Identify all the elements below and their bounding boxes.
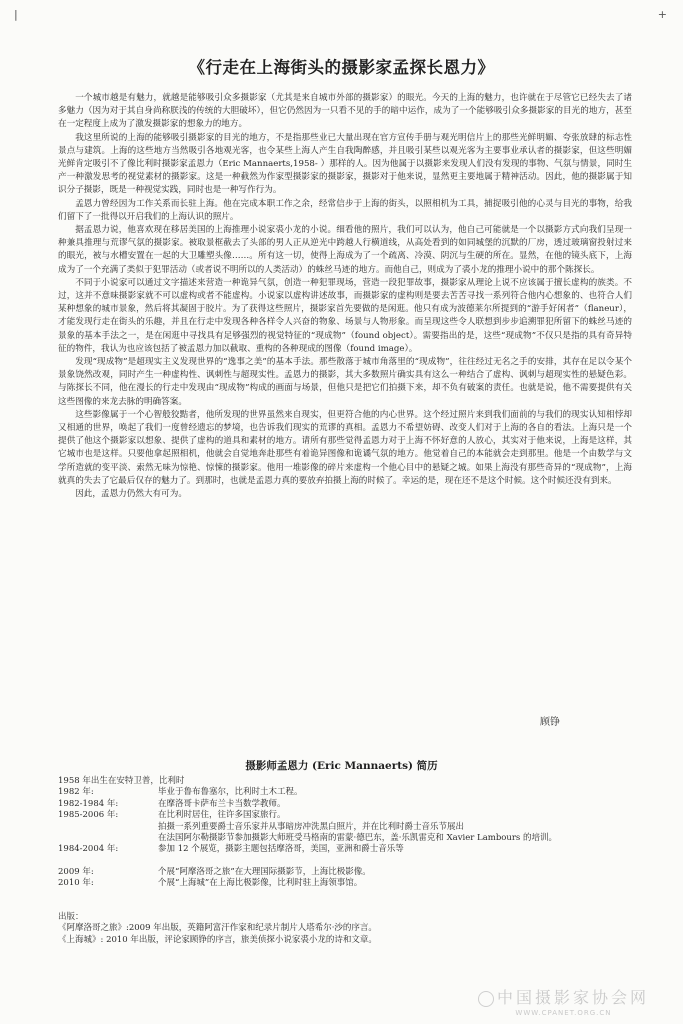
paragraph: 发现“现成物”是超现实主义发现世界的“逸事之美”的基本手法。那些散落于城市角落里的“现成物”，往往经过无名之手的安排，其存在足以令某个景象饶然改观，同时产生一种虚构性、讽刺性与超现实性。孟恩力的摄影，其大多数照片确实具有这么一种结合了虚构、讽刺与超现实性的悬疑色彩。与陈探长不同，他在漫长的行走中发现由“现成物”构成的画面与场景，但他只是把它们拍摄下来，却不负有破案的责任。也就是说，他不需要提供有关这些图像的来龙去脉的明确答案。 [58, 357, 632, 407]
bio-text: 个展“上海城”在上海比极影像，比利时驻上海领事馆。 [158, 878, 363, 889]
bio-row [58, 878, 632, 889]
bio-row [58, 844, 632, 855]
seal-icon [478, 991, 494, 1007]
bio-row [58, 787, 632, 798]
bio-year: 1985-2006 年: [58, 810, 119, 821]
watermark-text: 中国摄影家协会网 [496, 988, 649, 1007]
publication-item: 《上海城》: 2010 年出版，评论家顾铮的序言，旅美侦探小说家裘小龙的诗和文章。 [58, 934, 377, 945]
author-signature: 顾铮 [540, 717, 560, 728]
publication-item: 《阿摩洛哥之旅》:2009 年出版，英籍阿富汗作家和纪录片制片人塔希尔·沙的序言。 [58, 923, 377, 934]
watermark-url: WWW.CPANET.ORG.CN [515, 1009, 612, 1017]
bio-section [58, 776, 632, 890]
paragraph: 这些影像属于一个心智般狡黠者，他所发现的世界虽然来自现实，但更符合他的内心世界。这个经过照片来到我们面前的与我们的现实认知相悖却又相通的世界，唤起了我们一度曾经遗忘的梦境，也告诉我们现实的荒谬的真相。孟恩力不希望妨碍、改变人们对于上海的各自的看法。上海只是一个提供了他这个摄影家以想象、提供了虚构的道具和素材的地方。请所有那些觉得孟恩力对于上海不怀好意的人放心，其实对于他来说，上海是这样，其它城市也是这样。只要他拿起照相机，他就会自觉地奔赴那些有着诡异图像和诡谲气氛的地方。他觉着自己的本能就会走到那里。他是一个由数学与文学所造就的变平淡、索然无味为惊艳、惊悚的摄影家。他用一堆影像的碎片来虚构一个他心目中的悬疑之城。如果上海没有那些奇异的“现成物”，上海就真的失去了它最后仅存的魅力了。到那时，也就是孟恩力真的要放弃拍摄上海的时候了。幸运的是，现在还不是这个时候。这个时候还没有到来。 [58, 409, 632, 486]
bio-year: 2010 年: [58, 878, 94, 889]
bio-row [58, 776, 632, 787]
bio-year [58, 833, 158, 844]
bio-text: 拍摄一系列重要爵士音乐家并从事暗房冲洗黑白照片，并在比利时爵士音乐节展出 [158, 821, 465, 832]
bio-year: 1982 年: [58, 787, 94, 798]
bio-row [58, 799, 632, 810]
paragraph: 不同于小说家可以通过文字描述来营造一种诡异气氛，创造一种犯罪现场，营造一段犯罪故事，摄影家从理论上说不应该属于擅长虚构的族类。不过，这并不意味摄影家就不可以虚构或者不能虚构。小说家以虚构讲述故事，而摄影家的虚构则是要去苦苦寻找一系列符合他内心想象的、也符合人们某种想象的城市景象，然后将其凝固于胶片。为了获得这些照片，摄影家首先要做的是闲逛。他只有成为波德莱尔所提到的“游手好闲者”（flaneur），才能发现行走在街头的乐趣，并且在行走中发现各种各样令人兴奋的物象、场景与人物形象。而呈现这些令人联想到步步追溯罪犯所留下的蛛丝马迹的景象的基本手法之一，是在闲逛中寻找具有足够强烈的视觉特征的“现成物”（found object）。需要指出的是，这些“现成物”不仅只是指的具有奇异特征的物件，我认为也应该包括了被孟恩力加以截取、重构的各种现成的图像（found image）。 [58, 277, 632, 354]
article-body [58, 92, 632, 501]
paragraph: 据孟恩力说，他喜欢现在移居美国的上海推理小说家裘小龙的小说。细看他的照片，我们可以认为，他自己可能就是一个以摄影方式向我们呈现一种兼具推理与荒谬气氛的摄影家。被取景框截去了头部的男人正从逆光中跨越人行横道线，从高处看到的如同城堡的沉默的厂房，透过玻璃窗投射过来的眼光，被与水槽安置在一起的大卫雕塑头像……。所有这一切，使得上海成为了一个疏离、冷漠、阴沉与生硬的所在。显然，在他的镜头底下，上海成为了一个充满了类似于犯罪活动（或者说不明所以的人类活动）的蛛丝马迹的地方。而他自己，则成为了裘小龙的推理小说中的那个陈探长。 [58, 225, 632, 275]
bio-title: 摄影师孟恩力 (Eric Mannaerts) 简历 [245, 760, 438, 772]
bio-text: 毕业于鲁布鲁塞尔，比利时土木工程。 [158, 787, 303, 798]
watermark [478, 985, 649, 1017]
bio-text: 在比利时居住，往许多国家旅行。 [158, 810, 286, 821]
bio-text: 个展“阿摩洛哥之旅”在大理国际摄影节，上海比极影像。 [158, 866, 371, 877]
paragraph: 一个城市越是有魅力，就越是能够吸引众多摄影家（尤其是来自城市外部的摄影家）的眼光。今天的上海的魅力，也许就在于尽管它已经失去了诸多魅力（因为对于其自身尚称朕浅的传统的大胆破坏），但它仍然因为一只看不见的手的暗中运作，成为了一个能够吸引众多摄影家的目光的地方，甚至在一定程度上成为了激发摄影家的想象力的地方。 [58, 93, 632, 130]
bio-year: 2009 年: [58, 866, 94, 877]
bio-year: 1982-1984 年: [58, 798, 119, 809]
bio-year: 1984-2004 年: [58, 844, 119, 855]
bio-spacer [58, 856, 632, 867]
bio-row [58, 833, 632, 844]
bio-year [58, 822, 158, 833]
bio-row [58, 867, 632, 878]
bio-year: 1958 年出生在安特卫普，比利时 [58, 776, 185, 786]
paragraph: 孟恩力曾经因为工作关系而长驻上海。他在完成本职工作之余，经常信步于上海的街头，以照相机为工具，捕捉吸引他的心灵与目光的事物，给我们留下了一批得以开启我们的上海认识的照片。 [58, 198, 632, 222]
bio-text: 在摩洛哥卡萨布兰卡当数学教师。 [158, 798, 286, 809]
publications-heading: 出版： [58, 912, 84, 922]
crop-mark-right: + [657, 8, 667, 21]
bio-text: 参加 12 个展览，摄影主题包括摩洛哥，美国，亚洲和爵士音乐等 [158, 844, 404, 855]
bio-text: 在法国阿尔勒摄影节参加摄影大师班受马格南的雷蒙·德巴东，盖·乐凯雷克和 Xavier Lambours 的培训。 [158, 833, 557, 844]
crop-mark-left: | [14, 8, 18, 21]
paragraph: 因此，孟恩力仍然大有可为。 [75, 489, 187, 500]
publications-section [58, 912, 632, 946]
bio-row [58, 810, 632, 821]
bio-row [58, 822, 632, 833]
paragraph: 我这里所说的上海的能够吸引摄影家的目光的地方，不是指那些业已大量出现在官方宣传手册与观光明信片上的那些光鲜明媚、夸张放肆的标志性景点与建筑。上海的这些地方当然吸引各地观光客，也令某些上海人产生自我陶醉感，并且吸引某些以观光客为主要事业承认者的摄影家，但这些明媚光鲜肯定吸引不了像比利时摄影家孟恩力（Eric Mannaerts,1958- ）那样的人。因为他属于以摄影来发现人们没有发现的事物、气氛与情景，同时生产一种激发思考的视觉素材的摄影家。这是一种截然为作家型摄影家的摄影家，摄影对于他来说，显然更主要地属于精神活动。因此，他的摄影属于知识分子摄影，既是一种视觉实践，同时也是一种写作行为。 [58, 132, 632, 196]
page-title: 《行走在上海街头的摄影家孟探长恩力》 [188, 58, 495, 77]
